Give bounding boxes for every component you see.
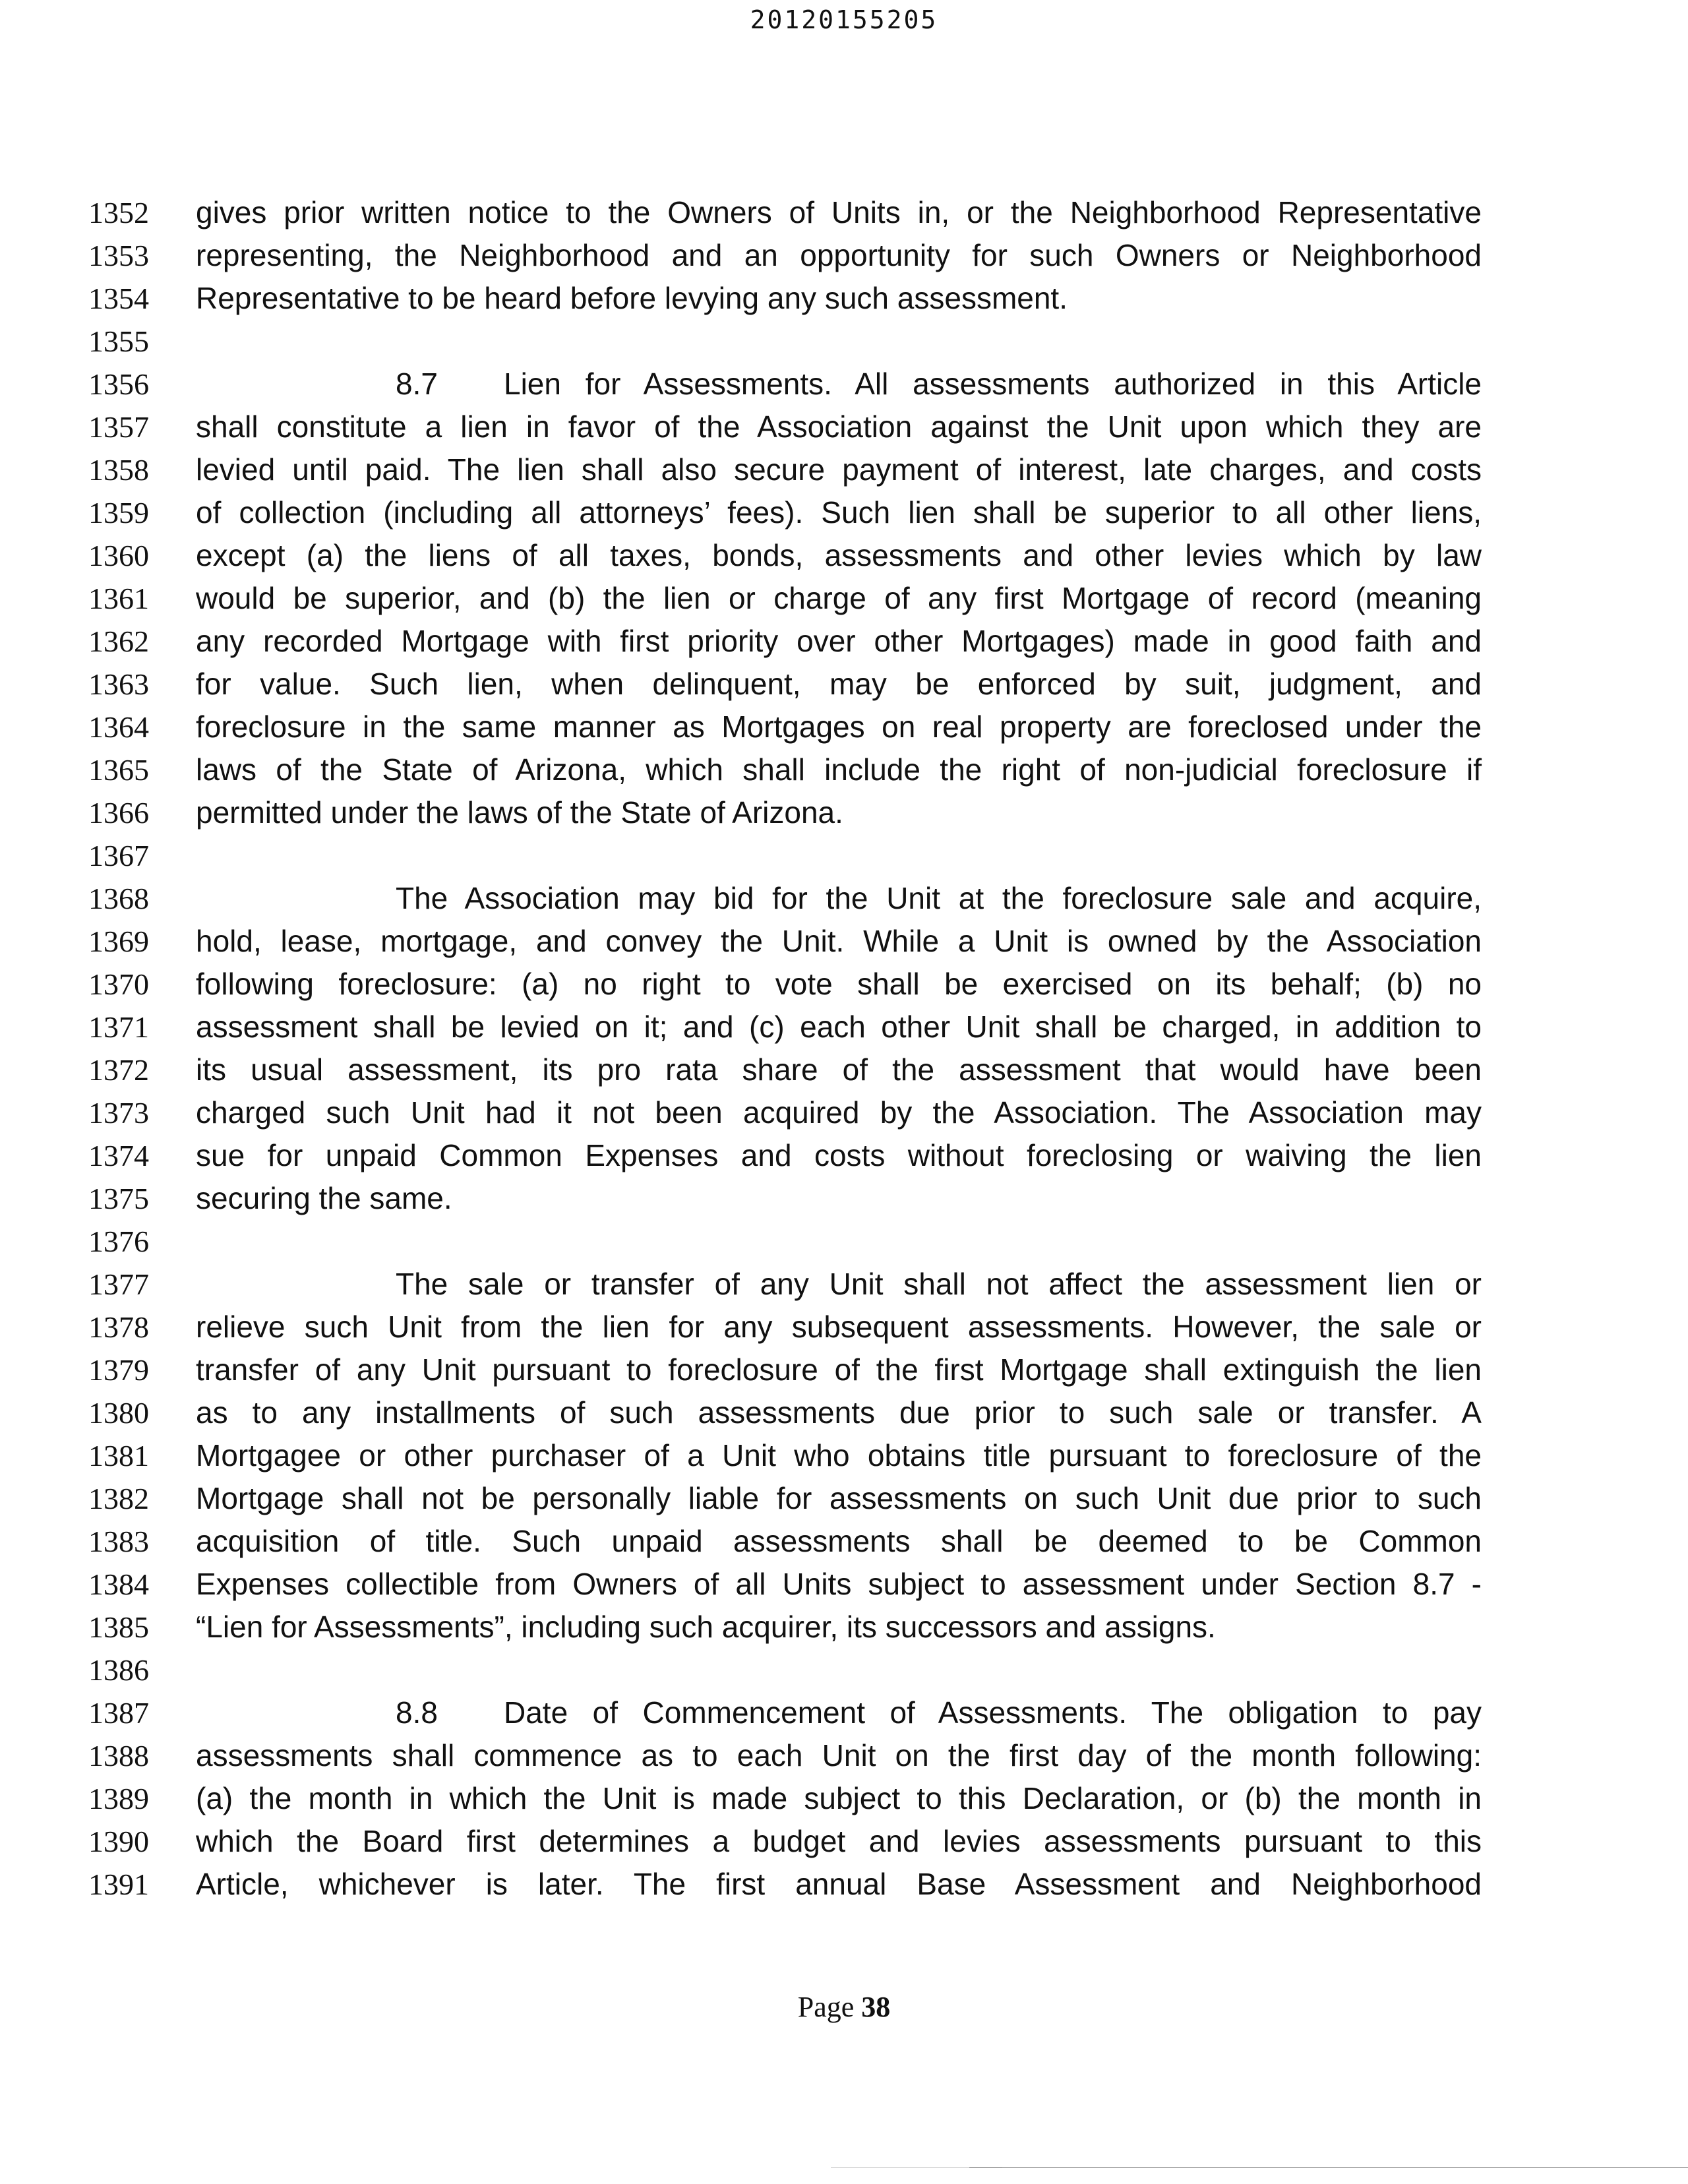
- line-number: 1382: [88, 1482, 149, 1515]
- section-number: 8.8: [396, 1695, 438, 1730]
- line-number: 1368: [88, 882, 149, 915]
- line-number: 1386: [88, 1653, 149, 1687]
- line-number: 1391: [88, 1867, 149, 1901]
- line-text: The Association may bid for the Unit at the foreclosure sale and acquire,: [396, 881, 1482, 915]
- page-footer: [0, 1990, 1688, 2024]
- line-number: 1385: [88, 1610, 149, 1644]
- line-1370: [0, 961, 1688, 1004]
- line-number: 1383: [88, 1525, 149, 1558]
- line-1388: [0, 1733, 1688, 1776]
- line-number: 1389: [88, 1782, 149, 1815]
- line-1354: [0, 276, 1688, 318]
- line-number: 1378: [88, 1310, 149, 1344]
- line-text: Article, whichever is later. The first annual Base Assessment and Neighborhood: [196, 1867, 1482, 1901]
- page-number: 38: [861, 1991, 891, 2023]
- line-1366: [0, 790, 1688, 833]
- line-number: 1356: [88, 367, 149, 401]
- line-1380: [0, 1390, 1688, 1433]
- line-text: Expenses collectible from Owners of all Units subject to assessment under Section 8.7 -: [196, 1567, 1482, 1601]
- line-1378: [0, 1304, 1688, 1347]
- line-1355: [0, 318, 1688, 361]
- line-1389: [0, 1776, 1688, 1819]
- line-number: 1357: [88, 410, 149, 444]
- line-number: 1373: [88, 1096, 149, 1130]
- section-heading: Date of Commencement of Assessments.: [504, 1695, 1128, 1730]
- line-text: sue for unpaid Common Expenses and costs without foreclosing or waiving the lien: [196, 1138, 1482, 1172]
- line-number: 1361: [88, 582, 149, 615]
- line-1376: [0, 1219, 1688, 1261]
- section-text: The obligation to pay: [1151, 1695, 1482, 1730]
- line-text: Mortgage shall not be personally liable for assessments on such Unit due prior to such: [196, 1481, 1482, 1515]
- line-number: 1366: [88, 796, 149, 830]
- section-number: 8.7: [396, 367, 438, 401]
- line-text: any recorded Mortgage with first priority over other Mortgages) made in good faith and: [196, 624, 1482, 658]
- line-1374: [0, 1133, 1688, 1176]
- line-text: [396, 1691, 1482, 1734]
- line-text: charged such Unit had it not been acquired by the Association. The Association may: [196, 1095, 1482, 1130]
- line-text: assessment shall be levied on it; and (c) each other Unit shall be charged, in addition to: [196, 1010, 1482, 1044]
- line-1364: [0, 704, 1688, 747]
- line-1368: [0, 876, 1688, 919]
- line-number: 1372: [88, 1053, 149, 1087]
- line-number: 1367: [88, 839, 149, 872]
- document-body: [0, 190, 1688, 1904]
- line-number: 1358: [88, 453, 149, 487]
- line-number: 1381: [88, 1439, 149, 1472]
- line-1361: [0, 576, 1688, 619]
- line-number: 1376: [88, 1225, 149, 1258]
- line-number: 1390: [88, 1825, 149, 1858]
- line-1386: [0, 1647, 1688, 1690]
- line-text: representing, the Neighborhood and an opportunity for such Owners or Neighborhood: [196, 238, 1482, 272]
- line-1377: [0, 1261, 1688, 1304]
- line-text: relieve such Unit from the lien for any subsequent assessments. However, the sale or: [196, 1310, 1482, 1344]
- line-number: 1384: [88, 1567, 149, 1601]
- line-1359: [0, 490, 1688, 533]
- document-number: 20120155205: [750, 5, 938, 34]
- line-number: 1360: [88, 539, 149, 572]
- line-1360: [0, 533, 1688, 576]
- section-heading: Lien for Assessments.: [504, 367, 832, 401]
- line-number: 1352: [88, 196, 149, 229]
- line-1369: [0, 919, 1688, 961]
- line-text: its usual assessment, its pro rata share of the assessment that would have been: [196, 1052, 1482, 1087]
- line-1357: [0, 404, 1688, 447]
- line-text: which the Board first determines a budget and levies assessments pursuant to this: [196, 1824, 1482, 1858]
- line-text: permitted under the laws of the State of Arizona.: [196, 795, 843, 830]
- line-number: 1355: [88, 324, 149, 358]
- line-text: Mortgagee or other purchaser of a Unit who obtains title pursuant to foreclosure of the: [196, 1438, 1482, 1472]
- line-1373: [0, 1090, 1688, 1133]
- line-text: except (a) the liens of all taxes, bonds, assessments and other levies which by law: [196, 538, 1482, 572]
- line-text: shall constitute a lien in favor of the Association against the Unit upon which they are: [196, 410, 1482, 444]
- line-number: 1365: [88, 753, 149, 787]
- page-label: Page: [797, 1991, 855, 2023]
- line-number: 1374: [88, 1139, 149, 1172]
- line-text: hold, lease, mortgage, and convey the Unit. While a Unit is owned by the Association: [196, 924, 1482, 958]
- line-number: 1364: [88, 710, 149, 744]
- line-1387: [0, 1690, 1688, 1733]
- line-1390: [0, 1819, 1688, 1862]
- line-1365: [0, 747, 1688, 790]
- line-text: [396, 363, 1482, 406]
- section-text: All assessments authorized in this Article: [855, 367, 1482, 401]
- line-1371: [0, 1004, 1688, 1047]
- line-number: 1359: [88, 496, 149, 530]
- line-1372: [0, 1047, 1688, 1090]
- line-number: 1371: [88, 1010, 149, 1044]
- line-text: following foreclosure: (a) no right to vote shall be exercised on its behalf; (b) no: [196, 967, 1482, 1001]
- line-text: of collection (including all attorneys’ fees). Such lien shall be superior to all other liens,: [196, 495, 1482, 530]
- line-number: 1380: [88, 1396, 149, 1430]
- line-number: 1354: [88, 282, 149, 315]
- line-number: 1353: [88, 239, 149, 272]
- line-1362: [0, 619, 1688, 661]
- line-1353: [0, 233, 1688, 276]
- line-text: laws of the State of Arizona, which shall include the right of non-judicial foreclosure if: [196, 752, 1482, 787]
- line-text: Representative to be heard before levying any such assessment.: [196, 281, 1068, 315]
- line-number: 1387: [88, 1696, 149, 1730]
- line-text: gives prior written notice to the Owners of Units in, or the Neighborhood Representative: [196, 195, 1482, 229]
- line-number: 1362: [88, 624, 149, 658]
- line-text: acquisition of title. Such unpaid assessments shall be deemed to be Common: [196, 1524, 1482, 1558]
- line-text: would be superior, and (b) the lien or charge of any first Mortgage of record (meaning: [196, 581, 1482, 615]
- line-text: securing the same.: [196, 1181, 452, 1215]
- line-text: for value. Such lien, when delinquent, may be enforced by suit, judgment, and: [196, 667, 1482, 701]
- line-1391: [0, 1862, 1688, 1904]
- line-number: 1375: [88, 1182, 149, 1215]
- line-text: (a) the month in which the Unit is made subject to this Declaration, or (b) the month in: [196, 1781, 1482, 1815]
- line-text: The sale or transfer of any Unit shall not affect the assessment lien or: [396, 1267, 1482, 1301]
- line-1381: [0, 1433, 1688, 1476]
- line-1382: [0, 1476, 1688, 1519]
- scan-edge-line: [969, 2167, 1688, 2168]
- line-1384: [0, 1562, 1688, 1604]
- line-1385: [0, 1604, 1688, 1647]
- line-1352: [0, 190, 1688, 233]
- line-number: 1369: [88, 925, 149, 958]
- line-text: “Lien for Assessments”, including such acquirer, its successors and assigns.: [196, 1610, 1216, 1644]
- line-1367: [0, 833, 1688, 876]
- line-text: foreclosure in the same manner as Mortgages on real property are foreclosed under the: [196, 710, 1482, 744]
- line-1358: [0, 447, 1688, 490]
- line-text: levied until paid. The lien shall also secure payment of interest, late charges, and costs: [196, 452, 1482, 487]
- line-number: 1379: [88, 1353, 149, 1387]
- line-1356: [0, 361, 1688, 404]
- line-1363: [0, 661, 1688, 704]
- line-number: 1363: [88, 667, 149, 701]
- line-number: 1377: [88, 1267, 149, 1301]
- line-number: 1388: [88, 1739, 149, 1773]
- line-1383: [0, 1519, 1688, 1562]
- line-text: as to any installments of such assessments due prior to such sale or transfer. A: [196, 1395, 1482, 1430]
- line-number: 1370: [88, 967, 149, 1001]
- line-text: transfer of any Unit pursuant to foreclosure of the first Mortgage shall extinguish the lien: [196, 1352, 1482, 1387]
- line-1379: [0, 1347, 1688, 1390]
- line-text: assessments shall commence as to each Unit on the first day of the month following:: [196, 1738, 1482, 1773]
- line-1375: [0, 1176, 1688, 1219]
